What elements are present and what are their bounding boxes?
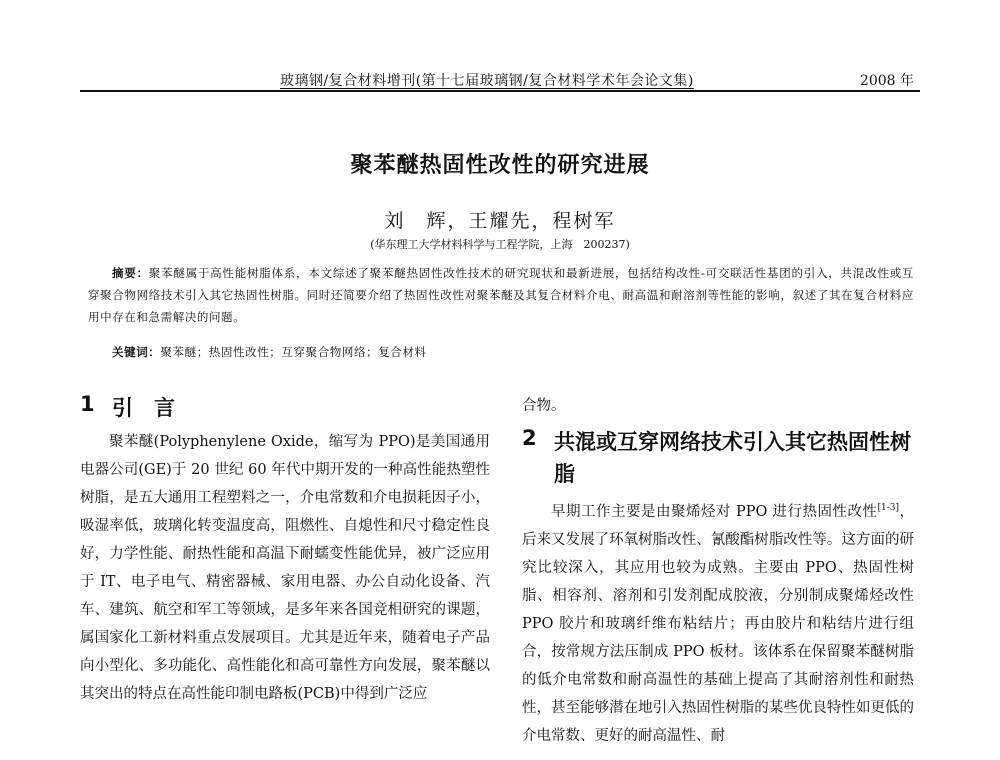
section-2-paragraph: [522, 494, 914, 750]
section-2-heading: [522, 426, 914, 490]
section-2-title: 共混或互穿网络技术引入其它热固性树脂: [554, 430, 911, 486]
section-1-number: 1: [80, 392, 95, 416]
left-column: [80, 392, 490, 708]
paper-title: 聚苯醚热固性改性的研究进展: [350, 153, 650, 178]
journal-title: 玻璃钢/复合材料增刊(第十七届玻璃钢/复合材料学术年会论文集): [280, 73, 694, 89]
section-1-title: 引 言: [112, 396, 175, 420]
abstract-text: 聚苯醚属于高性能树脂体系，本文综述了聚苯醚热固性改性技术的研究现状和最新进展，包括结构改性-可交联活性基团的引入，共混改性或互穿聚合物网络技术引入其它热固性树脂。同时还简要介绍了热固性改性对聚苯醚及其复合材料介电、耐高温和耐溶剂等性能的影响，叙述了其在复合材料应用中存在和急需解决的问题。: [88, 266, 914, 324]
keywords-text: 聚苯醚；热固性改性；互穿聚合物网络；复合材料: [160, 345, 427, 359]
section-1-heading: [80, 392, 490, 424]
section-1-paragraph: 聚苯醚(Polyphenylene Oxide，缩写为 PPO)是美国通用电器公司(GE)于 20 世纪 60 年代中期开发的一种高性能热塑性树脂，是五大通用工程塑料之一，介电常数和介电损耗因子小，吸湿率低，玻璃化转变温度高，阻燃性、自熄性和尺寸稳定性良好，力学性能、耐热性能和高温下耐蠕变性能优异，被广泛应用于 IT、电子电气、精密器械、家用电器、办公自动化设备、汽车、建筑、航空和军工等领域，是多年来各国竞相研究的课题，属国家化工新材料重点发展项目。尤其是近年来，随着电子产品向小型化、多功能化、高性能化和高可靠性方向发展，聚苯醚以其突出的特点在高性能印制电路板(PCB)中得到广泛应: [80, 434, 490, 702]
keywords: [112, 344, 912, 360]
section-2-text-b: ，后来又发展了环氧树脂改性、氰酸酯树脂改性等。这方面的研究比较深入，其应用也较为成熟。主要由 PPO、热固性树脂、相容剂、溶剂和引发剂配成胶液，分别制成聚烯烃改性 PPO 胶片和玻璃纤维布粘结片；再由胶片和粘结片进行组合，按常规方法压制成 PPO 板材。该体系在保留聚苯醚树脂的低介电常数和耐高温性的基础上提高了其耐溶剂性和耐热性，甚至能够潜在地引入热固性树脂的某些优良特性如更低的介电常数、更好的耐高温性、耐: [522, 503, 914, 744]
continued-text: 合物。: [522, 398, 566, 414]
abstract-label: 摘要：: [112, 266, 149, 280]
keywords-label: 关键词：: [112, 345, 161, 359]
author-list: 刘 辉，王耀先，程树军: [384, 210, 616, 232]
section-2-text-a: 早期工作主要是由聚烯烃对 PPO 进行热固性改性: [551, 503, 878, 520]
journal-year: 2008 年: [859, 73, 914, 89]
abstract: [88, 262, 914, 328]
running-header: [80, 68, 920, 92]
section-2-number: 2: [522, 426, 537, 450]
author-affiliation: (华东理工大学材料科学与工程学院，上海 200237): [370, 238, 630, 251]
citation-ref: [1-3]: [877, 503, 899, 513]
right-column: [522, 392, 914, 750]
